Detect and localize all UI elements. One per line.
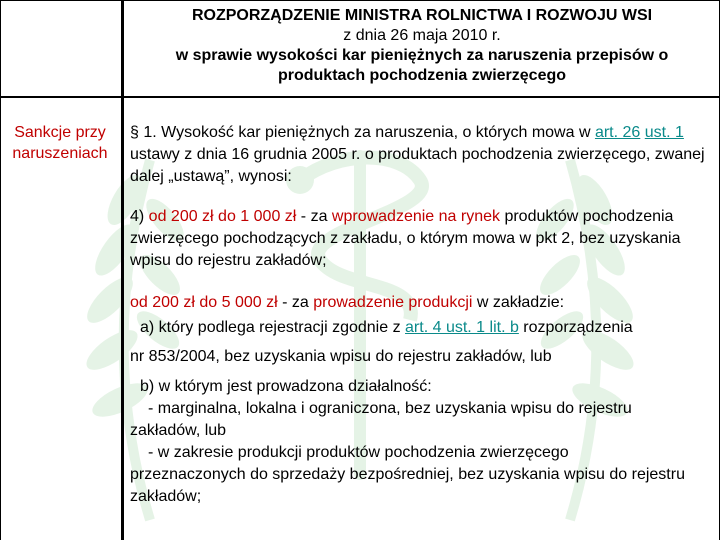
production-rest: w zakładzie: — [472, 294, 565, 311]
item-a-rest: rozporządzenia — [518, 319, 633, 336]
production-intro — [130, 292, 714, 314]
point-4-amount: od 200 zł do 1 000 zł — [148, 208, 297, 225]
row-label-sanctions — [0, 122, 120, 164]
production-amount: od 200 zł do 5 000 zł — [130, 294, 278, 311]
regulation-title: ROZPORZĄDZENIE MINISTRA ROLNICTWA I ROZWOJU WSI — [191, 7, 653, 24]
regulation-subject-line2: produktach pochodzenia zwierzęcego — [277, 67, 567, 84]
regulation-header — [126, 6, 718, 86]
production-term: prowadzenie produkcji — [313, 294, 473, 311]
table-border-left — [0, 0, 1, 540]
table-border-top — [0, 0, 720, 1]
item-b-bullet-2-cont: przeznaczonych do sprzedaży bezpośredniej, bez uzyskania wpisu do rejestru zakładów; — [130, 466, 685, 505]
paragraph-production — [130, 292, 714, 508]
para1-text-a: § 1. Wysokość kar pieniężnych za naruszenia, o których mowa w — [130, 124, 595, 141]
link-art-26[interactable]: art. 26 — [594, 124, 641, 141]
item-b-bullet-2: - w zakresie produkcji produktów pochodzenia zwierzęcego — [148, 444, 569, 461]
link-ust-1[interactable]: ust. 1 — [644, 124, 684, 141]
point-4-number: 4) — [130, 208, 149, 225]
paragraph-point-4 — [130, 206, 714, 272]
item-a-line2: nr 853/2004, bez uzyskania wpisu do rejestru zakładów, lub — [130, 348, 552, 365]
item-b: b) w którym jest prowadzona działalność: — [140, 378, 432, 395]
link-art-4-ust-1-lit-b[interactable]: art. 4 ust. 1 lit. b — [405, 319, 519, 336]
table-column-divider — [121, 0, 124, 540]
production-dash: - za — [277, 294, 314, 311]
point-4-rest: produktów pochodzenia zwierzęcego pochodzących z zakładu, o którym mowa w pkt 2, bez uzyskania wpisu do rejestru zakładów; — [130, 208, 681, 269]
paragraph-1 — [130, 122, 714, 188]
table-row-divider — [0, 96, 720, 98]
item-a-text: a) który podlega rejestracji zgodnie z — [140, 319, 406, 336]
item-a — [130, 314, 714, 342]
point-4-term: wprowadzenie na rynek — [331, 208, 500, 225]
regulation-subject-line1: w sprawie wysokości kar pieniężnych za naruszenia przepisów o — [175, 47, 669, 64]
row-label-line1: Sankcje przy — [14, 124, 106, 141]
row-label-line2: naruszeniach — [12, 145, 108, 162]
item-b-bullet-1: - marginalna, lokalna i ograniczona, bez uzyskania wpisu do rejestru — [148, 400, 632, 417]
para1-text-c: ustawy z dnia 16 grudnia 2005 r. o produktach pochodzenia zwierzęcego, zwanej dalej „ustawą”, wynosi: — [130, 146, 705, 185]
regulation-date: z dnia 26 maja 2010 r. — [343, 27, 501, 44]
point-4-dash: - za — [296, 208, 332, 225]
item-b-bullet-1-cont: zakładów, lub — [130, 422, 227, 439]
